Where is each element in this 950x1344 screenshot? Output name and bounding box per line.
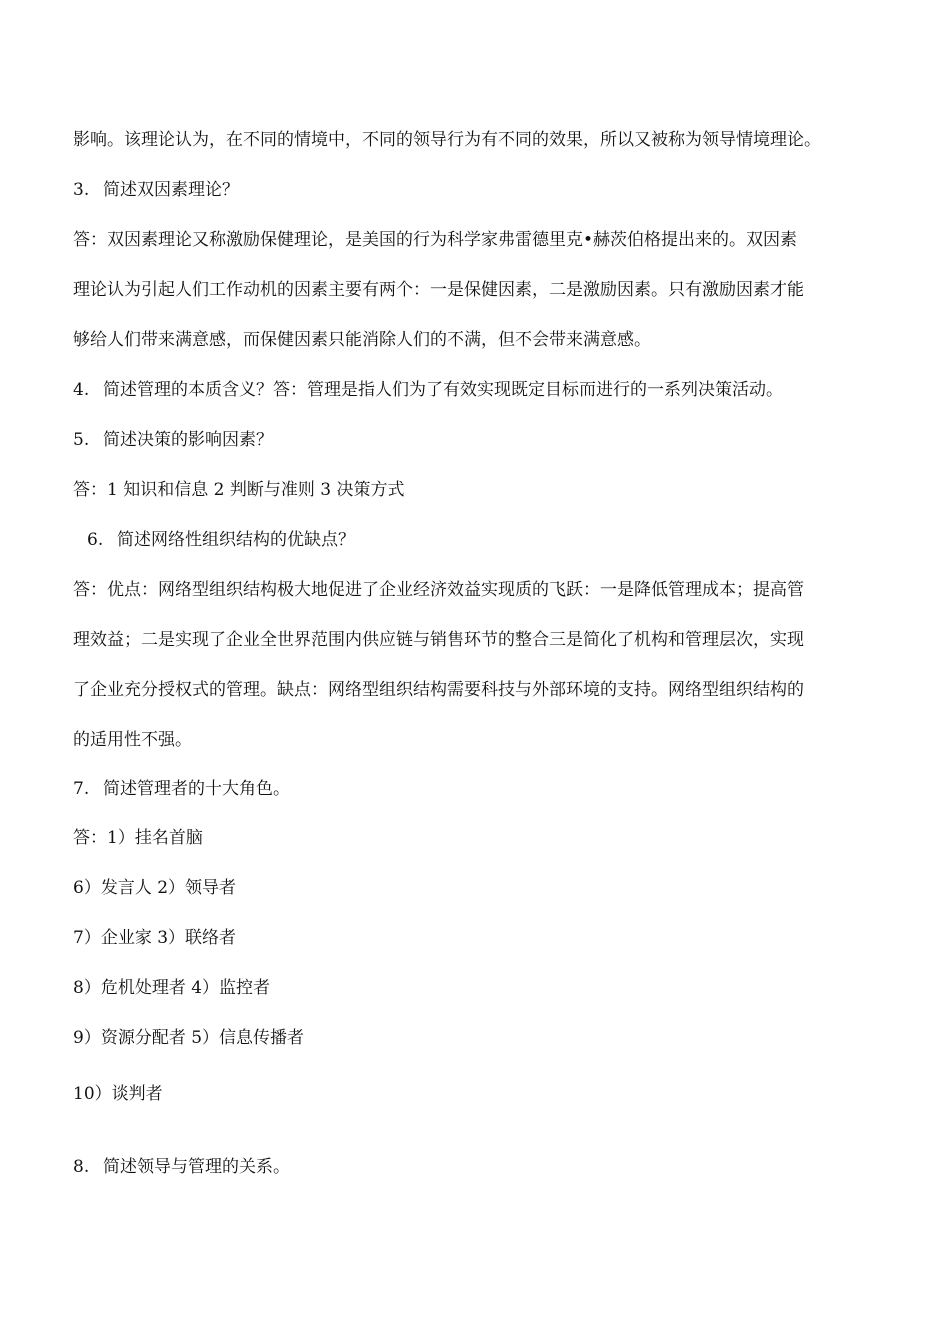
question-number: 5. bbox=[73, 430, 90, 450]
question-text: 简述双因素理论？ bbox=[103, 180, 239, 200]
paragraph-line: 够给人们带来满意感，而保健因素只能消除人们的不满，但不会带来满意感。 bbox=[73, 330, 651, 350]
paragraph-line: 的适用性不强。 bbox=[73, 730, 192, 750]
paragraph-line: 影响。该理论认为，在不同的情境中，不同的领导行为有不同的效果，所以又被称为领导情境理论。 bbox=[73, 130, 821, 150]
question-6 bbox=[87, 528, 355, 552]
list-item: 10）谈判者 bbox=[73, 1084, 163, 1104]
list-item: 9）资源分配者 5）信息传播者 bbox=[73, 1028, 305, 1048]
paragraph-line: 理论认为引起人们工作动机的因素主要有两个：一是保健因素，二是激励因素。只有激励因素才能 bbox=[73, 280, 804, 300]
list-item: 6）发言人 2）领导者 bbox=[73, 878, 237, 898]
question-text: 简述决策的影响因素？ bbox=[103, 430, 273, 450]
question-7 bbox=[73, 777, 290, 801]
question-text: 简述领导与管理的关系。 bbox=[103, 1157, 290, 1177]
question-number: 7. bbox=[73, 779, 90, 799]
question-number: 8. bbox=[73, 1157, 90, 1177]
question-4 bbox=[73, 378, 783, 402]
question-5 bbox=[73, 428, 273, 452]
question-3 bbox=[73, 178, 239, 202]
question-number: 6. bbox=[87, 530, 104, 550]
list-item: 答：1）挂名首脑 bbox=[73, 828, 203, 848]
question-text: 简述网络性组织结构的优缺点？ bbox=[117, 530, 355, 550]
question-number: 4. bbox=[73, 380, 90, 400]
paragraph-line: 答：1 知识和信息 2 判断与准则 3 决策方式 bbox=[73, 480, 405, 500]
question-text: 简述管理者的十大角色。 bbox=[103, 779, 290, 799]
list-item: 7）企业家 3）联络者 bbox=[73, 928, 237, 948]
question-8 bbox=[73, 1155, 290, 1179]
question-text: 简述管理的本质含义？答：管理是指人们为了有效实现既定目标而进行的一系列决策活动。 bbox=[103, 380, 783, 400]
paragraph-line: 答：双因素理论又称激励保健理论，是美国的行为科学家弗雷德里克•赫茨伯格提出来的。双因素 bbox=[73, 230, 798, 250]
question-number: 3. bbox=[73, 180, 90, 200]
paragraph-line: 答：优点：网络型组织结构极大地促进了企业经济效益实现质的飞跃：一是降低管理成本；提高管 bbox=[73, 580, 804, 600]
paragraph-line: 理效益；二是实现了企业全世界范围内供应链与销售环节的整合三是简化了机构和管理层次，实现 bbox=[73, 630, 804, 650]
list-item: 8）危机处理者 4）监控者 bbox=[73, 978, 271, 998]
paragraph-line: 了企业充分授权式的管理。缺点：网络型组织结构需要科技与外部环境的支持。网络型组织结构的 bbox=[73, 680, 804, 700]
